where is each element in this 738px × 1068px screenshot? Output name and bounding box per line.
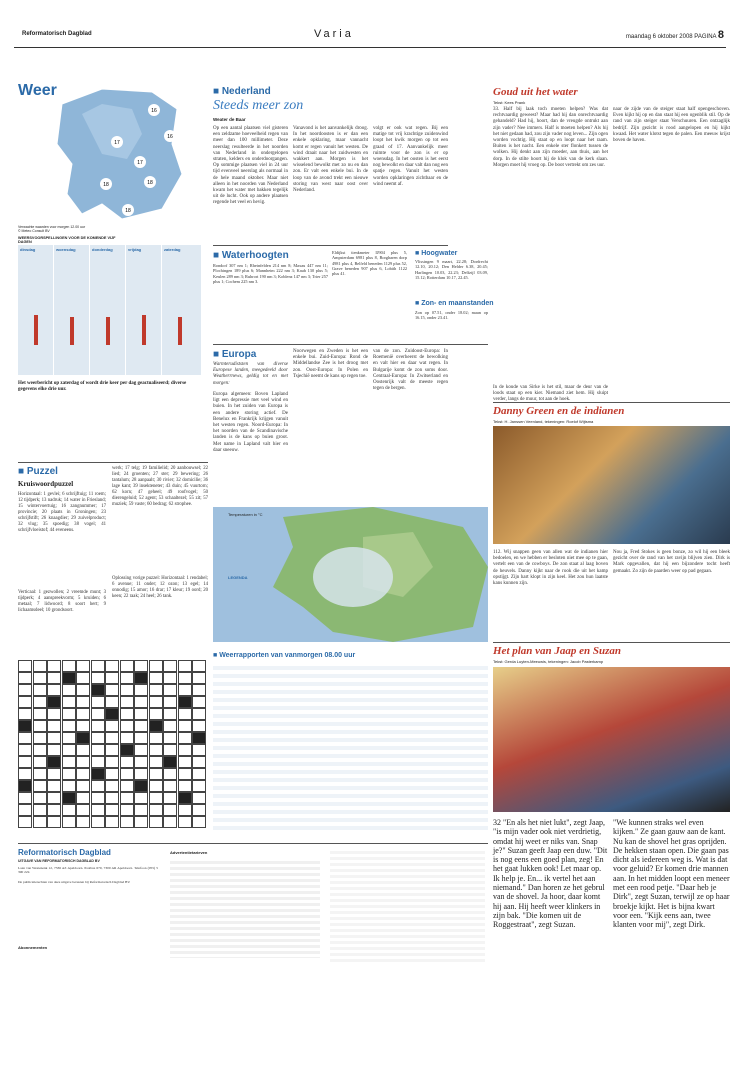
crossword-cell[interactable] <box>18 684 32 696</box>
danny-body: 112. Wij snappen geen van allen wat de indianen hier bedoelen, en we hebben er besloten niet mee op te gaan, vertelt een van de cowboys. De zon staat al laag boven de heuvels. Danny kijkt naar de rook die uit het kamp opstijgt. Zijn hart klopt in zijn keel. Het zou hun laatste kans kunnen zijn. <box>493 550 608 587</box>
crossword-cell[interactable] <box>178 684 192 696</box>
crossword-cell[interactable] <box>47 768 61 780</box>
crossword-cell[interactable] <box>149 708 163 720</box>
crossword-cell[interactable] <box>192 708 206 720</box>
crossword-cell[interactable] <box>33 720 47 732</box>
crossword-cell[interactable] <box>134 780 148 792</box>
colofon-subtitle: UITGAVE VAN REFORMATORISCH DAGBLAD BV <box>18 859 100 863</box>
forecast-day: zaterdag <box>162 245 198 375</box>
crossword-cell[interactable] <box>178 708 192 720</box>
crossword-cell[interactable] <box>192 696 206 708</box>
crossword-cell[interactable] <box>91 768 105 780</box>
crossword-grid[interactable] <box>18 660 208 830</box>
crossword-cell[interactable] <box>91 660 105 672</box>
crossword-cell[interactable] <box>163 708 177 720</box>
crossword-cell[interactable] <box>192 756 206 768</box>
crossword-cell[interactable] <box>163 720 177 732</box>
crossword-cell[interactable] <box>18 744 32 756</box>
crossword-cell[interactable] <box>62 732 76 744</box>
crossword-cell[interactable] <box>178 660 192 672</box>
nederland-col1: Op een aantal plaatsen viel gisteren een zeldzame hoeveelheid regen van meer dan 100 millimeter. Deze neerslag resulteerde in het noorden van Nederland in ondergelopen straten, kelders en onderdoorgangen. Op sommige plaatsen viel in 24 uur tijd evenveel neerslag als normaal in de hele maand oktober. Maar niet alleen in het noorden van Nederland kwam het water met bakken tegelijk uit de lucht. Ook op andere plaatsen regende het veel en hevig. <box>213 126 288 206</box>
crossword-cell[interactable] <box>178 804 192 816</box>
crossword-cell[interactable] <box>149 684 163 696</box>
crossword-cell[interactable] <box>76 768 90 780</box>
crossword-cell[interactable] <box>163 792 177 804</box>
goud-byline: Tekst: Kees Prank <box>493 100 526 105</box>
crossword-cell[interactable] <box>178 792 192 804</box>
crossword-cell[interactable] <box>76 756 90 768</box>
crossword-cell[interactable] <box>33 792 47 804</box>
crossword-cell[interactable] <box>18 780 32 792</box>
crossword-cell[interactable] <box>192 804 206 816</box>
crossword-cell[interactable] <box>120 708 134 720</box>
crossword-cell[interactable] <box>62 768 76 780</box>
crossword-cell[interactable] <box>134 756 148 768</box>
crossword-cell[interactable] <box>120 660 134 672</box>
crossword-cell[interactable] <box>134 768 148 780</box>
temp-bar <box>70 317 74 345</box>
crossword-cell[interactable] <box>47 804 61 816</box>
crossword-cell[interactable] <box>76 708 90 720</box>
hetplan-byline: Tekst: Gerda Luyten-Meeuwis, tekeningen: Jacob Pasterkamp <box>493 659 604 664</box>
hetplan-comic <box>493 667 730 812</box>
crossword-cell[interactable] <box>192 744 206 756</box>
crossword-cell[interactable] <box>33 780 47 792</box>
crossword-cell[interactable] <box>149 804 163 816</box>
europe-map <box>213 507 488 642</box>
europa-col3: van de zon. Zuidoost-Europa: In Roemenië overheerst de bewolking en valt hier en daar wat regen. In Bulgarije komt de zon soms door. Centraal-Europa: In Zwitserland en Oostenrijk valt de meeste regen tegen de bergen. <box>373 349 448 392</box>
crossword-cell[interactable] <box>134 684 148 696</box>
crossword-cell[interactable] <box>134 744 148 756</box>
crossword-cell[interactable] <box>134 792 148 804</box>
crossword-cell[interactable] <box>91 684 105 696</box>
crossword-cell[interactable] <box>105 768 119 780</box>
crossword-cell[interactable] <box>47 732 61 744</box>
colofon-abonnementen: Abonnementen <box>18 945 48 950</box>
crossword-cell[interactable] <box>76 780 90 792</box>
crossword-cell[interactable] <box>91 792 105 804</box>
crossword-cell[interactable] <box>105 732 119 744</box>
waterhoogten-label: ■ Waterhoogten <box>213 250 289 261</box>
map-temp: 18 <box>125 208 131 214</box>
crossword-cell[interactable] <box>33 672 47 684</box>
crossword-cell[interactable] <box>76 660 90 672</box>
crossword-cell[interactable] <box>76 804 90 816</box>
crossword-cell[interactable] <box>105 780 119 792</box>
crossword-cell[interactable] <box>62 780 76 792</box>
masthead-date: maandag 6 oktober 2008 PAGINA 8 <box>625 29 724 41</box>
crossword-cell[interactable] <box>105 816 119 828</box>
crossword-cell[interactable] <box>120 756 134 768</box>
danny-title: Danny Green en de indianen <box>493 405 625 417</box>
crossword-cell[interactable] <box>149 660 163 672</box>
weerrapporten-label: ■ Weerrapporten van vanmorgen 08.00 uur <box>213 652 355 659</box>
map-temp: 17 <box>114 140 120 146</box>
temp-bar <box>106 317 110 345</box>
legend-title: LEGENDA <box>228 575 248 580</box>
crossword-cell[interactable] <box>163 696 177 708</box>
crossword-cell[interactable] <box>33 756 47 768</box>
crossword-cell[interactable] <box>192 660 206 672</box>
crossword-cell[interactable] <box>192 732 206 744</box>
weather-caption: Het weerbericht op zaterdag of wordt drie keer per dag geactualiseerd; diverse gegevens elke drie uur. <box>18 381 187 392</box>
crossword-cell[interactable] <box>120 732 134 744</box>
crossword-cell[interactable] <box>105 696 119 708</box>
hoogwater-label: ■ Hoogwater <box>415 250 457 257</box>
crossword-cell[interactable] <box>18 804 32 816</box>
crossword-cell[interactable] <box>149 732 163 744</box>
crossword-cell[interactable] <box>163 804 177 816</box>
puzzel-vervolg: werk; 17 telg; 19 familielid; 20 aanbouwsel; 22 lied; 24 groenten; 27 ster; 29 bewering; 26 tantalum; 28 aanpaalt; 30 rivier; 32 domicilie; 36 lage kant; 39 insekteneter; 43 duin; 45 vuurtorn; 62 korn; 47 geheel; 49 roofvogel; 50 dierengeluid; 52 agent; 53 schaaltezel; 55 zit; 57 muziek; 59 vaste; 60 bedrag; 62 strophee. <box>112 466 208 507</box>
crossword-cell[interactable] <box>33 816 47 828</box>
crossword-cell[interactable] <box>18 720 32 732</box>
crossword-cell[interactable] <box>178 756 192 768</box>
forecast-day: woensdag <box>54 245 90 375</box>
crossword-cell[interactable] <box>134 708 148 720</box>
crossword-cell[interactable] <box>62 708 76 720</box>
crossword-cell[interactable] <box>149 780 163 792</box>
crossword-cell[interactable] <box>18 792 32 804</box>
crossword-cell[interactable] <box>18 768 32 780</box>
crossword-cell[interactable] <box>91 756 105 768</box>
map-temp: 16 <box>167 134 173 140</box>
temps-legend: Temperaturen in °C <box>228 512 263 517</box>
colofon-title: Reformatorisch Dagblad <box>18 848 111 857</box>
crossword-cell[interactable] <box>105 708 119 720</box>
forecast-day: vrijdag <box>126 245 162 375</box>
crossword-cell[interactable] <box>105 756 119 768</box>
crossword-cell[interactable] <box>47 792 61 804</box>
crossword-cell[interactable] <box>47 672 61 684</box>
crossword-cell[interactable] <box>178 744 192 756</box>
forecast-panel <box>18 245 201 375</box>
puzzel-title: Kruiswoordpuzzel <box>18 480 74 488</box>
crossword-cell[interactable] <box>120 816 134 828</box>
colofon-tarieven: Advertentietarieven <box>170 850 208 855</box>
crossword-cell[interactable] <box>33 744 47 756</box>
forecast-day: donderdag <box>90 245 126 375</box>
crossword-cell[interactable] <box>149 696 163 708</box>
crossword-cell[interactable] <box>163 744 177 756</box>
crossword-cell[interactable] <box>149 768 163 780</box>
netherlands-map <box>42 84 192 224</box>
crossword-cell[interactable] <box>105 792 119 804</box>
crossword-cell[interactable] <box>163 732 177 744</box>
europa-intro: Warmterudiststen van diverse Europese landen, meegedeeld door Weatherrnews, geldig tot en met morgen: <box>213 362 288 386</box>
weerrapporten-table <box>213 662 488 834</box>
crossword-cell[interactable] <box>192 684 206 696</box>
crossword-cell[interactable] <box>76 792 90 804</box>
crossword-cell[interactable] <box>120 744 134 756</box>
danny-byline: Tekst: H. Janssen Veenland, tekeningen: Roelof Wijtsma <box>493 419 594 424</box>
masthead-paper: Reformatorisch Dagblad <box>22 31 92 37</box>
crossword-cell[interactable] <box>18 756 32 768</box>
crossword-cell[interactable] <box>134 720 148 732</box>
hetplan-title: Het plan van Jaap en Suzan <box>493 645 622 657</box>
crossword-cell[interactable] <box>62 756 76 768</box>
crossword-cell[interactable] <box>105 744 119 756</box>
crossword-cell[interactable] <box>76 684 90 696</box>
crossword-cell[interactable] <box>18 672 32 684</box>
crossword-cell[interactable] <box>33 732 47 744</box>
zon-body: Zon op 07.51, onder 18.02; maan op 16.15, onder 23.41. <box>415 310 488 321</box>
crossword-cell[interactable] <box>149 672 163 684</box>
crossword-cell[interactable] <box>178 672 192 684</box>
crossword-cell[interactable] <box>47 708 61 720</box>
crossword-cell[interactable] <box>192 768 206 780</box>
crossword-cell[interactable] <box>149 744 163 756</box>
crossword-cell[interactable] <box>18 660 32 672</box>
masthead-section: Varia <box>314 28 354 40</box>
crossword-cell[interactable] <box>120 768 134 780</box>
crossword-cell[interactable] <box>62 816 76 828</box>
crossword-cell[interactable] <box>18 696 32 708</box>
crossword-cell[interactable] <box>105 720 119 732</box>
crossword-cell[interactable] <box>134 672 148 684</box>
weather-title: Weer <box>18 82 57 99</box>
danny-body2: Nou ja, Fred Stokes is geen bonze, zo wil hij een bleek gezicht over de rand van het ravijn blijven zien. Dirk is Mark opgevallen, dat hij een bijzondere tocht heeft gemaakt. Zo zijn de paarden weer op pad gegaan. <box>613 550 730 574</box>
crossword-cell[interactable] <box>76 672 90 684</box>
crossword-cell[interactable] <box>163 768 177 780</box>
crossword-cell[interactable] <box>91 672 105 684</box>
crossword-cell[interactable] <box>178 816 192 828</box>
crossword-cell[interactable] <box>192 672 206 684</box>
nederland-byline: Weater de Baar <box>213 117 246 122</box>
crossword-cell[interactable] <box>91 780 105 792</box>
crossword-cell[interactable] <box>149 756 163 768</box>
crossword-cell[interactable] <box>178 732 192 744</box>
crossword-cell[interactable] <box>163 816 177 828</box>
crossword-cell[interactable] <box>105 660 119 672</box>
crossword-cell[interactable] <box>163 672 177 684</box>
puzzel-horizontaal: Horizontaal: 1 gevlei; 6 schrijftuig; 11 roem; 12 tijdperk; 13 nadruk; 14 water in Friesland; 15 wintervoertuig; 16 zangnummer; 17 provincie; 20 plaats in Groningen; 23 schrijfstift; 26 knaagdier; 29 zuivelproduct; 32 vlug; 35 spoedig; 38 vogel; 41 schrijfvloeistof; 44 eveneens. <box>18 492 106 533</box>
crossword-cell[interactable] <box>120 804 134 816</box>
crossword-cell[interactable] <box>192 792 206 804</box>
crossword-cell[interactable] <box>120 696 134 708</box>
danny-comic <box>493 426 730 544</box>
crossword-cell[interactable] <box>62 684 76 696</box>
crossword-cell[interactable] <box>33 768 47 780</box>
crossword-cell[interactable] <box>62 672 76 684</box>
nederland-col2: Vanavond is het aanvankelijk droog. In het noordoosten is er dan een enkele opklaring, maar vannacht komt er regen vanuit het westen. De wind draait naar het zuidwesten en wakkert aan. Morgen is het wisselend bewolkt met zo nu en dan zon. Er valt een enkele bui. In de loop van de avond trekt een nieuwe storing van west naar oost over Nederland. <box>293 126 368 194</box>
crossword-cell[interactable] <box>192 780 206 792</box>
crossword-cell[interactable] <box>178 720 192 732</box>
goud-body2: naar de zijde van de steiger staat half opengeschoven. Even kijkt hij op en dan staat hij een ogenblik stil. Op de rand van zijn steiger staat Verschuuren. Een ontzaglijk bedrijf. Zijn gezicht is rood aangelopen en hij kijkt kwaad. Het water klotst tegen de palen. Een meeuw krijst boven de haven. <box>613 107 730 144</box>
crossword-cell[interactable] <box>163 780 177 792</box>
crossword-cell[interactable] <box>18 708 32 720</box>
crossword-cell[interactable] <box>149 792 163 804</box>
crossword-cell[interactable] <box>163 756 177 768</box>
crossword-cell[interactable] <box>47 756 61 768</box>
crossword-cell[interactable] <box>134 804 148 816</box>
crossword-cell[interactable] <box>76 696 90 708</box>
crossword-cell[interactable] <box>47 816 61 828</box>
crossword-cell[interactable] <box>47 744 61 756</box>
colofon-copyright: De publicatierechten van deze uitgave berusten bij Reformatorisch Dagblad BV. <box>18 880 131 884</box>
hetplan-col1: 32 "En als het niet lukt", zegt Jaap, "is mijn vader ook niet verdrietig, omdat hij weet er niks van. Snap je?" Suzan geeft Jaap een duw. "Dit is nog eens een goed plan, zeg! En het gaat lukken ook! Let maar op. Ik help je. En... ik vertel het aan niemand." Dan horen ze het gebrul van de shovel. Ja hoor, daar komt hij aan. Hij heeft weer klinkers in zijn bak. "Die komen uit de Roggestraat", zegt Suzan. <box>493 818 608 930</box>
waterhoogten-col2: Eldijkst tienkmeter IJ904 plus 5, Ampsterdam 6981 plus 8, Borgharen dorp 4981 plus 4, Belfeld beneden 1129 plus 52, Grave beneden 907 plus 6, Lobith 1122 plus 41. <box>332 250 407 277</box>
tarieven-table <box>170 858 320 958</box>
crossword-cell[interactable] <box>149 816 163 828</box>
crossword-cell[interactable] <box>105 804 119 816</box>
crossword-cell[interactable] <box>33 708 47 720</box>
goud-body: 33. Half bij laak toch moeten helpen? Was dat rechtvaardig geweest? Maar had hij dan onrechtvaardig gehandeld? Had hij, hoort, dan de vreugde ontrukt aan zijn vader? Nee immers. Half is moeten helpen? Als hij het niet gedaan had, zou zijn vader nog leven... Zijn ogen worden vochtig. Hij staat op en loopt naar het raam. Buiten is het nacht. Een enkele ster flonkert tussen de wolken. Hij denkt aan zijn moeder, aan thuis, aan het dorp. In de stilte hoort hij de klok van de kerk slaan. Morgen moet hij vroeg op. De boot vertrekt om zes uur. <box>493 107 608 168</box>
hoogwater-body: Vlissingen 9 maart, 22.28; Dordrecht 12.10, 20.12; Den Helder 6.38, 20.45; Harlingen 10.03, 22.23; Delfzijl 03.09, 15.12; Rotterdam 10.17, 22.45. <box>415 259 488 280</box>
crossword-cell[interactable] <box>134 732 148 744</box>
crossword-cell[interactable] <box>192 816 206 828</box>
crossword-cell[interactable] <box>120 684 134 696</box>
crossword-cell[interactable] <box>76 816 90 828</box>
crossword-cell[interactable] <box>18 732 32 744</box>
crossword-cell[interactable] <box>105 672 119 684</box>
crossword-cell[interactable] <box>120 672 134 684</box>
crossword-cell[interactable] <box>91 732 105 744</box>
crossword-cell[interactable] <box>120 780 134 792</box>
crossword-cell[interactable] <box>76 720 90 732</box>
crossword-cell[interactable] <box>178 696 192 708</box>
crossword-cell[interactable] <box>33 804 47 816</box>
puzzel-label: ■ Puzzel <box>18 466 58 477</box>
crossword-cell[interactable] <box>91 816 105 828</box>
crossword-cell[interactable] <box>91 708 105 720</box>
crossword-cell[interactable] <box>192 720 206 732</box>
crossword-cell[interactable] <box>76 732 90 744</box>
crossword-cell[interactable] <box>76 744 90 756</box>
forecast-title: WEERSVOORSPELLINGEN VOOR DE KOMENDE VIJF DAGEN <box>18 236 116 244</box>
forecast-day: dinsdag <box>18 245 54 375</box>
masthead <box>14 24 726 48</box>
nederland-headline: Steeds meer zon <box>213 98 304 113</box>
nederland-label: ■ Nederland <box>213 86 271 97</box>
puzzel-verticaal: Verticaal: 1 gezwollen; 2 vreemde munt; 3 tijdperk; 4 aanspreekvorm; 5 kruiden; 6 metaal; 7 lidwoord; 8 soort hert; 9 lichaamsdeel; 10 grondsoort. <box>18 590 106 613</box>
crossword-cell[interactable] <box>47 660 61 672</box>
crossword-cell[interactable] <box>47 720 61 732</box>
crossword-cell[interactable] <box>178 768 192 780</box>
crossword-cell[interactable] <box>47 684 61 696</box>
crossword-cell[interactable] <box>163 684 177 696</box>
crossword-cell[interactable] <box>62 720 76 732</box>
colofon-body: Laan van Westenenk 12, 7336 AZ Apeldoorn. Postbus 670, 7300 AR Apeldoorn. Telefoon (055) 5 390 222. <box>18 866 158 875</box>
crossword-cell[interactable] <box>134 660 148 672</box>
crossword-cell[interactable] <box>120 792 134 804</box>
hetplan-col2: "We kunnen straks wel even kijken." Ze gaan gauw aan de kant. Nu kan de shovel het gras oprijden. De hekken staan open. Die gaan pas dicht als iedereen weg is. Wat is dat voor geluid? Er komen drie mannen aan. In het midden loopt een meneer met een rood petje. "Daar heb je Dirk", zegt Suzan, terwijl ze op haar broekje kijkt. Het is bijna kwart voor een. "Kijk eens aan, twee klanten voor mij", zegt Dirk. <box>613 818 730 930</box>
map-temp: 18 <box>147 180 153 186</box>
crossword-cell[interactable] <box>91 720 105 732</box>
goud-title: Goud uit het water <box>493 86 578 98</box>
crossword-cell[interactable] <box>163 660 177 672</box>
crossword-cell[interactable] <box>62 744 76 756</box>
crossword-cell[interactable] <box>62 804 76 816</box>
crossword-cell[interactable] <box>33 696 47 708</box>
temp-bar <box>178 317 182 345</box>
goud-body3: In de koude van Sirke is het stil, maar de deur van de loods staat op een kier. Niemand ziet hem. Hij sluipt verder, langs de muur, tot aan de hoek. <box>493 385 608 403</box>
map-caption: Verwachte waarden voor morgen 12.00 uur © Meteo Consult BV <box>18 225 86 233</box>
temp-bar <box>142 315 146 345</box>
map-temp: 16 <box>151 108 157 114</box>
crossword-cell[interactable] <box>47 696 61 708</box>
crossword-cell[interactable] <box>105 684 119 696</box>
crossword-cell[interactable] <box>33 684 47 696</box>
crossword-cell[interactable] <box>62 792 76 804</box>
crossword-cell[interactable] <box>178 780 192 792</box>
crossword-cell[interactable] <box>120 720 134 732</box>
crossword-cell[interactable] <box>91 696 105 708</box>
crossword-cell[interactable] <box>91 804 105 816</box>
map-temp: 18 <box>103 182 109 188</box>
crossword-cell[interactable] <box>18 816 32 828</box>
europa-body: Europa algemeen: Boven Lapland ligt een depressie met veel wind en buien. In het zuiden van Europa is een andere storing actief. De Benelux en Frankrijk krijgen vanuit het westen regen. Noord-Europa: In het noorden van de Scandinavische landen is de kans op buien groot. Met name in Lapland valt hier en daar sneeuw. <box>213 392 288 453</box>
zon-label: ■ Zon- en maanstanden <box>415 300 494 307</box>
crossword-cell[interactable] <box>47 780 61 792</box>
crossword-cell[interactable] <box>149 720 163 732</box>
crossword-cell[interactable] <box>62 660 76 672</box>
europa-label: ■ Europa <box>213 349 256 360</box>
temp-bar <box>34 315 38 345</box>
crossword-cell[interactable] <box>91 744 105 756</box>
waterhoogten-body: Rondorf 307 nm 1; Rheinfelden 214 nm 8; Maxau 447 nm 11; Plochingen 189 plus 6; Mannheim 222 nm 3; Kaub 130 plus 5; Keulen 289 nm 3; Ruhrort 190 nm 3; Koblenz 147 nm 3; Trier 257 plus 1; Cochem 225 nm 3. <box>213 263 328 284</box>
oplossing: Oplossing vorige puzzel: Horizontaal: 1 rendabel; 6 avenue; 11 onder; 12 ozon; 13 egel; 14 onnodig; 15 amor; 16 drar; 17 kleur; 19 oord; 20 keen; 22 raak; 24 heel; 26 tank. <box>112 576 208 599</box>
crossword-cell[interactable] <box>134 816 148 828</box>
colofon-right-text <box>330 848 485 963</box>
crossword-cell[interactable] <box>134 696 148 708</box>
nederland-col3: volgt er ook wat regen. Bij een matige tot vrij krachtige zuidenwind loopt het kwik morgen op tot een graad of 17. Aanvankelijk meer ruimte voor de zon is er op woensdag. In het oosten is het eerst nog bewolkt en daar valt dan nog een spatje regen. Vanuit het westen worden opklaringen zichtbaar en de wind neemt af. <box>373 126 448 187</box>
map-temp: 17 <box>137 160 143 166</box>
crossword-cell[interactable] <box>33 660 47 672</box>
europa-col2: Noorwegen en Zweden is het een enkele bui. Zuid-Europa: Rond de Middellandse Zee is het droog met zon. Oost-Europa: In Polen en Tsjechië neemt de kans op regen toe. <box>293 349 368 379</box>
crossword-cell[interactable] <box>62 696 76 708</box>
